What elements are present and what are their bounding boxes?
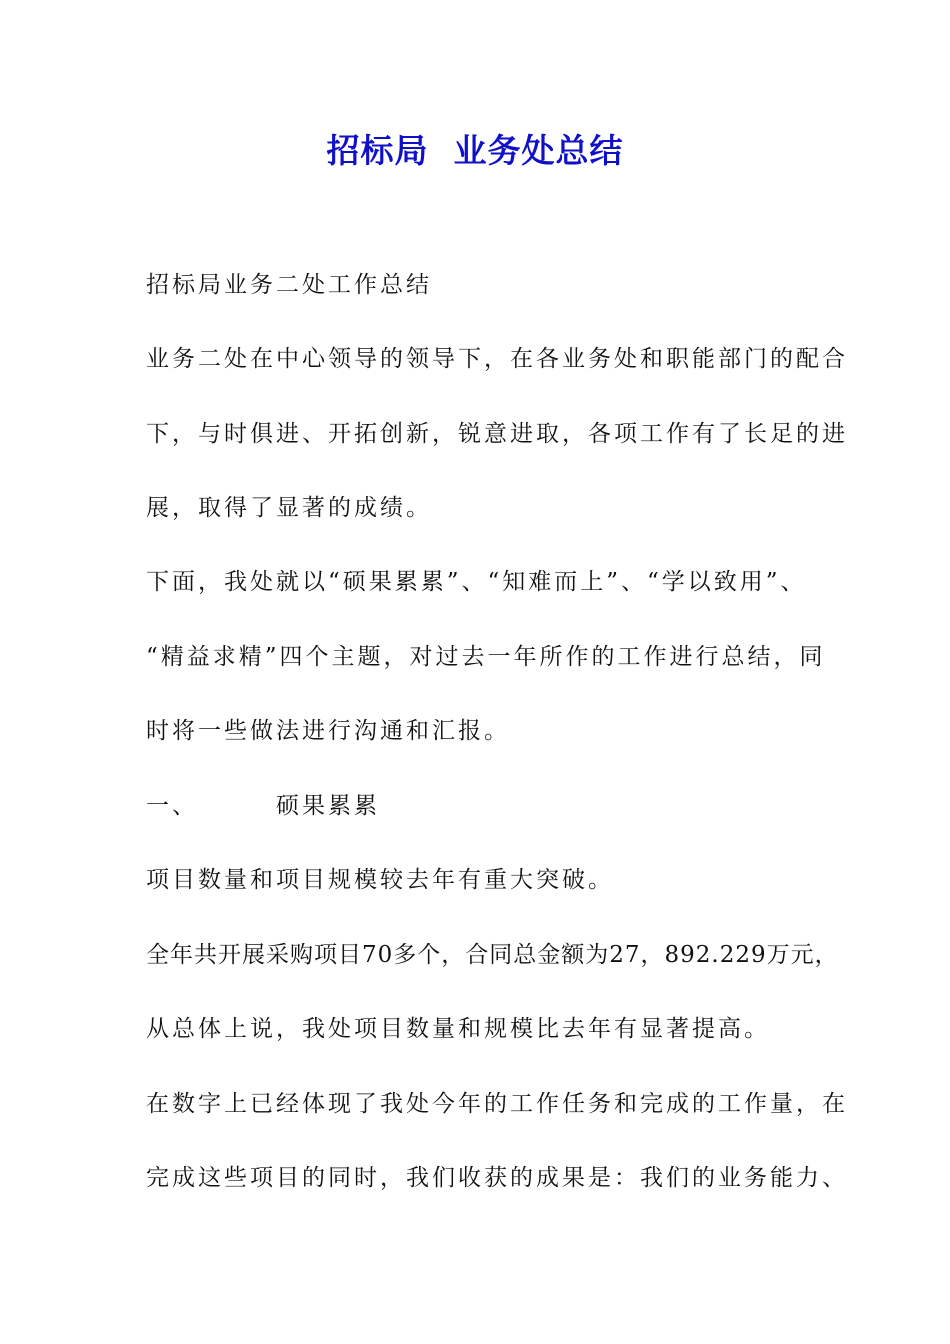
paragraph-line: 展，取得了显著的成绩。 (146, 495, 432, 521)
paragraph-line: 在数字上已经体现了我处今年的工作任务和完成的工作量，在 (146, 1091, 848, 1117)
document-title: 招标局 业务处总结 (326, 131, 624, 170)
section-number: 一、 (146, 793, 198, 819)
paragraph-line: 项目数量和项目规模较去年有重大突破。 (146, 867, 614, 893)
section-heading (146, 789, 836, 823)
subtitle-line: 招标局业务二处工作总结 (146, 272, 432, 298)
paragraph-line: 时将一些做法进行沟通和汇报。 (146, 718, 510, 744)
paragraph-line: 下，与时俱进、开拓创新，锐意进取，各项工作有了长足的进 (146, 421, 848, 447)
paragraph-line: 从总体上说，我处项目数量和规模比去年有显著提高。 (146, 1016, 770, 1042)
paragraph-line: 全年共开展采购项目70多个，合同总金额为27，892.229万元， (146, 942, 839, 968)
section-heading-text: 硕果累累 (276, 793, 380, 819)
paragraph-line: “精益求精”四个主题，对过去一年所作的工作进行总结，同 (146, 644, 826, 670)
paragraph-line: 完成这些项目的同时，我们收获的成果是：我们的业务能力、 (146, 1165, 848, 1191)
paragraph-line: 下面，我处就以“硕果累累”、“知难而上”、“学以致用”、 (146, 569, 807, 595)
paragraph-line: 业务二处在中心领导的领导下，在各业务处和职能部门的配合 (146, 346, 848, 372)
